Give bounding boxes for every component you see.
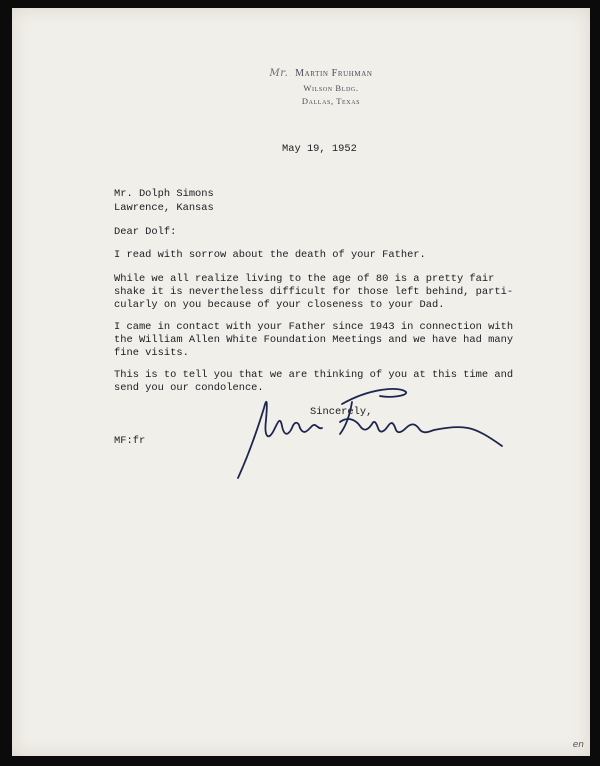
body-line: shake it is nevertheless difficult for those left behind, parti- xyxy=(114,286,514,298)
handwritten-signature xyxy=(230,386,510,486)
body-line: I read with sorrow about the death of your Father. xyxy=(114,249,426,261)
letterhead-building: Wilson Bldg. xyxy=(303,83,359,93)
letterhead-city: Dallas, Texas xyxy=(301,96,361,106)
letterhead-initials: Mr. xyxy=(269,68,289,79)
body-line: fine visits. xyxy=(114,347,189,359)
letterhead-name-line xyxy=(32,68,600,79)
body-line: I came in contact with your Father since 1943 in connection with xyxy=(114,321,514,333)
body-line: This is to tell you that we are thinking of you at this time and xyxy=(114,369,514,381)
closing: Sincerely, xyxy=(310,406,373,418)
reference-initials: MF:fr xyxy=(114,435,146,447)
letterhead-name: Martin Fruhman xyxy=(295,68,373,79)
body-line: send you our condolence. xyxy=(114,382,264,394)
recipient-name: Mr. Dolph Simons xyxy=(114,188,214,200)
body-line: cularly on you because of your closeness to your Dad. xyxy=(114,299,445,311)
body-line: the William Allen White Foundation Meetings and we have had many xyxy=(114,334,514,346)
corner-pencil-mark: en xyxy=(572,740,584,750)
recipient-location: Lawrence, Kansas xyxy=(114,202,214,214)
letter-page xyxy=(12,8,590,756)
salutation: Dear Dolf: xyxy=(114,226,177,238)
letter-date: May 19, 1952 xyxy=(282,143,357,155)
body-line: While we all realize living to the age of 80 is a pretty fair xyxy=(114,273,495,285)
